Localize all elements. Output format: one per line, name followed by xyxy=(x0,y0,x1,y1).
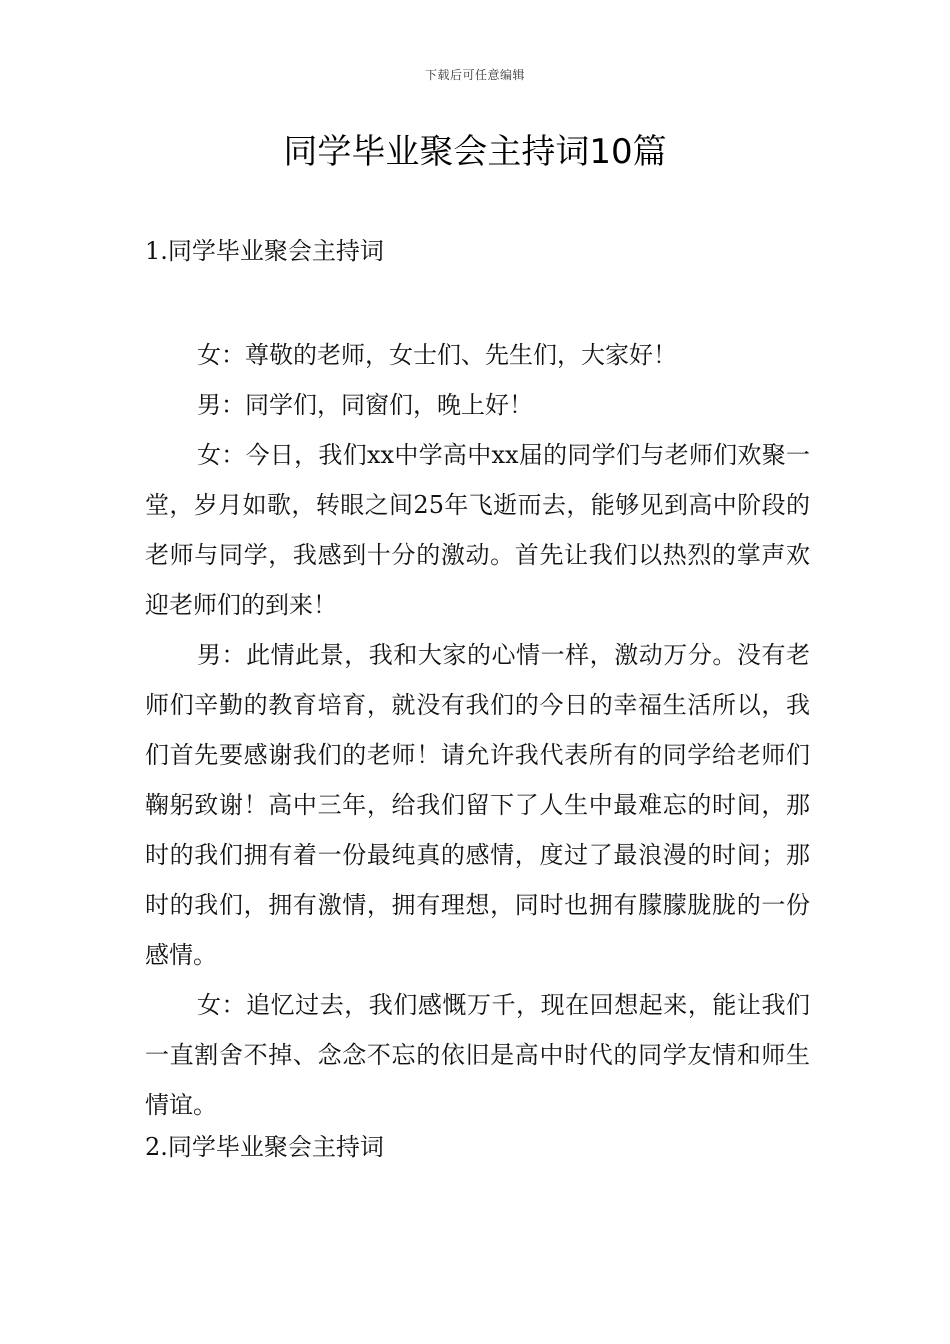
paragraph: 男：同学们，同窗们，晚上好！ xyxy=(197,391,533,419)
section-heading-2: 2.同学毕业聚会主持词 xyxy=(145,1133,384,1161)
paragraph: 男：此情此景，我和大家的心情一样，激动万分。没有老师们辛勤的教育培育，就没有我们的今日的幸福生活所以，我们首先要感谢我们的老师！请允许我代表所有的同学给老师们鞠躬致谢！高中三年，给我们留下了人生中最难忘的时间，那时的我们拥有着一份最纯真的感情，度过了最浪漫的时间；那时的我们，拥有激情，拥有理想，同时也拥有朦朦胧胧的一份感情。 xyxy=(145,641,810,969)
paragraph: 女：尊敬的老师，女士们、先生们，大家好！ xyxy=(197,341,677,369)
paragraph: 女：今日，我们xx中学高中xx届的同学们与老师们欢聚一堂，岁月如歌，转眼之间25年飞逝而去，能够见到高中阶段的老师与同学，我感到十分的激动。首先让我们以热烈的掌声欢迎老师们的到来！ xyxy=(145,441,810,619)
section-1-body xyxy=(145,330,810,1130)
section-heading-1: 1.同学毕业聚会主持词 xyxy=(145,237,384,265)
document-title: 同学毕业聚会主持词10篇 xyxy=(283,132,667,172)
header-note: 下载后可任意编辑 xyxy=(424,68,525,82)
paragraph: 女：追忆过去，我们感慨万千，现在回想起来，能让我们一直割舍不掉、念念不忘的依旧是高中时代的同学友情和师生情谊。 xyxy=(145,991,810,1119)
